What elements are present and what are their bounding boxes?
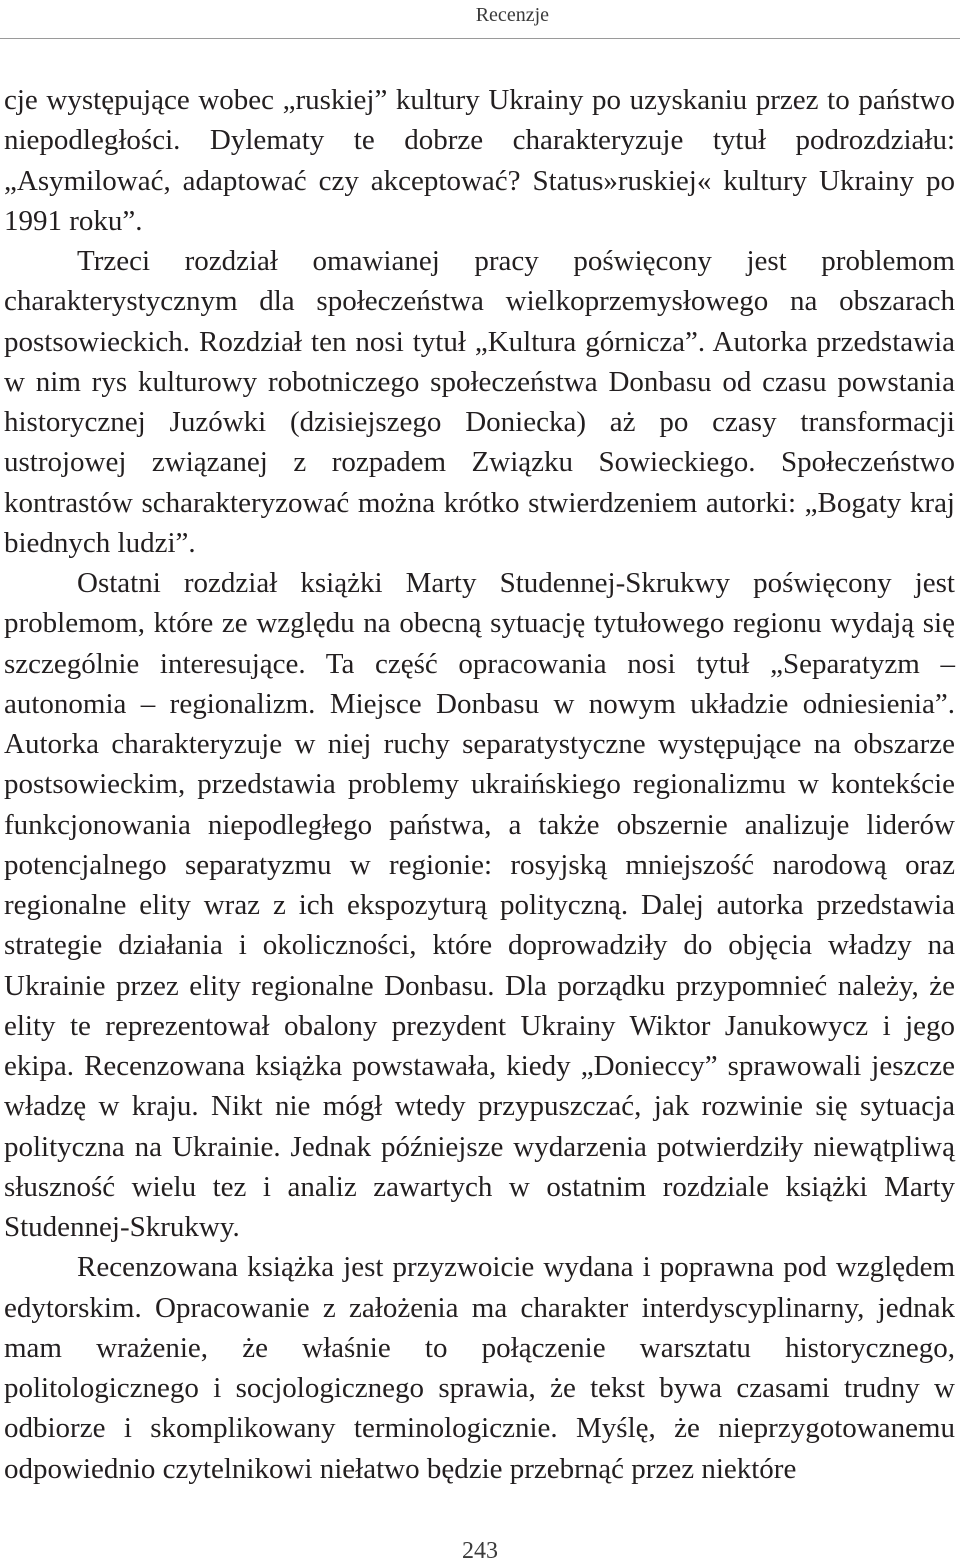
running-header-title: Recenzje: [475, 4, 549, 26]
running-header: [0, 0, 960, 39]
paragraph-assessment: Recenzowana książka jest przyzwoicie wydana i poprawna pod względem edytorskim. Opracowanie z założenia ma charakter interdyscyplinarny, jednak mam wrażenie, że właśnie to połączenie warsztatu historycznego, politologicznego i socjologicznego sprawia, że tekst bywa czasami trudny w odbiorze i skomplikowany terminologicznie. Myślę, że nieprzygotowanemu odpowiednio czytelnikowi niełatwo będzie przebrnąć przez niektóre: [4, 1251, 955, 1485]
paragraph-chapter-three: Trzeci rozdział omawianej pracy poświęcony jest problemom charakterystycznym dla społeczeństwa wielkoprzemysłowego na obszarach postsowieckich. Rozdział ten nosi tytuł „Kultura górnicza”. Autorka przedstawia w nim rys kulturowy robotniczego społeczeństwa Donbasu od czasu powstania historycznej Juzówki (dzisiejszego Doniecka) aż po czasy transformacji ustrojowej związanej z rozpadem Związku Sowieckiego. Społeczeństwo kontrastów scharakteryzować można krótko stwierdzeniem autorki: „Bogaty kraj biednych ludzi”.: [4, 245, 955, 559]
paragraph-last-chapter: Ostatni rozdział książki Marty Studennej-Skrukwy poświęcony jest problemom, które ze względu na obecną sytuację tytułowego regionu wydają się szczególnie interesujące. Ta część opracowania nosi tytuł „Separatyzm – autonomia – regionalizm. Miejsce Donbasu w nowym układzie odniesienia”. Autorka charakteryzuje w niej ruchy separatystyczne występujące na obszarze postsowieckim, przedstawia problemy ukraińskiego regionalizmu w kontekście funkcjonowania niepodległego państwa, a także obszernie analizuje liderów potencjalnego separatyzmu w regionie: rosyjską mniejszość narodową oraz regionalne elity wraz z ich ekspozyturą polityczną. Dalej autorka przedstawia strategie działania i okoliczności, które doprowadziły do objęcia władzy na Ukrainie przez elity regionalne Donbasu. Dla porządku przypomnieć należy, że elity te reprezentował obalony prezydent Ukrainy Wiktor Janukowycz i jego ekipa. Recenzowana książka powstawała, kiedy „Donieccy” sprawowali jeszcze władzę w kraju. Nikt nie mógł wtedy przypuszczać, jak rozwinie się sytuacja polityczna na Ukrainie. Jednak późniejsze wydarzenia potwierdziły niewątpliwą słuszność wielu tez i analiz zawartych w ostatnim rozdziale książki Marty Studennej-Skrukwy.: [4, 567, 955, 1243]
body-text: [4, 80, 955, 1489]
paragraph-continuation: cje występujące wobec „ruskiej” kultury Ukrainy po uzyskaniu przez to państwo niepodległości. Dylematy te dobrze charakteryzuje tytuł podrozdziału: „Asymilować, adaptować czy akceptować? Status»ruskiej« kultury Ukrainy po 1991 roku”.: [4, 84, 955, 237]
page-number: 243: [462, 1538, 498, 1564]
